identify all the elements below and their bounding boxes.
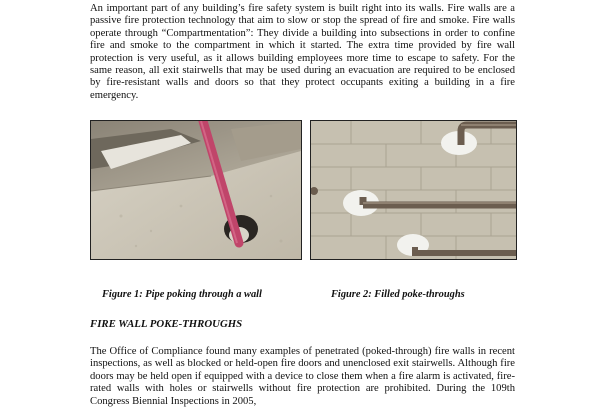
figure-pipe-through-wall-image [90, 120, 302, 260]
figure-filled-poke-throughs-image [310, 120, 517, 260]
poke-through-paragraph: The Office of Compliance found many examples of penetrated (poked-through) fire walls in recent inspections, as well as blocked or held-open fire doors and unenclosed exit stairwells. Although fire doors may be held open if equipped with a device to close them when a fire alarm is activated, fire-rated walls with holes or stairwells without fire protection are prohibited. During the 109th Congress Biennial Inspections in 2005, [90, 346, 515, 407]
figures-row [90, 120, 515, 260]
pipe-photo [91, 121, 301, 259]
figure-1-caption: Figure 1: Pipe poking through a wall [102, 289, 262, 300]
filled-pipes-photo [311, 121, 516, 259]
section-heading: FIRE WALL POKE-THROUGHS [90, 318, 243, 330]
intro-paragraph: An important part of any building’s fire safety system is built right into its walls. Fire walls are a passive fire protection technology that aim to slow or stop the spread of fire and smoke. Fire walls operate through “Compartmentation”: They divide a building into subsections in order to confine fire and smoke to the compartment in which it started. The extra time provided by fire wall protection is very useful, as it allows building employees more time to escape to safety. For the same reason, all exit stairwells that may be used during an evacuation are required to be enclosed by fire-resistant walls and doors so that they protect occupants exiting a building in a fire emergency. [90, 3, 515, 101]
figure-2-caption: Figure 2: Filled poke-throughs [331, 289, 465, 300]
